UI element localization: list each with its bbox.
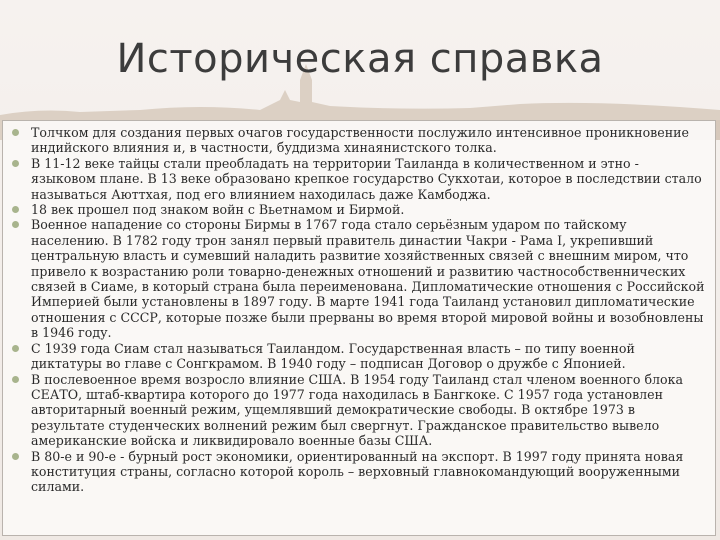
list-item [11,202,707,217]
list-item-text: В 80-е и 90-е - бурный рост экономики, ориентированный на экспорт. В 1997 году принята новая конституция страны, согласно которой король – верховный главнокомандующий вооруженными силами. [31,448,684,495]
bullet-list [11,125,707,495]
round-bullet-icon [12,345,19,352]
list-item [11,449,707,495]
list-item-text: В 11-12 веке тайцы стали преобладать на территории Таиланда в количественном и этно - языковом плане. В 13 веке образовано крепкое государство Сукхотаи, которое в последствии стало называться Аюттхая, под его влиянием находилась даже Камбоджа. [31,155,702,202]
list-item [11,341,707,372]
list-item-text: 18 век прошел под знаком войн с Вьетнамом и Бирмой. [31,202,405,218]
round-bullet-icon [12,376,19,383]
list-item [11,125,707,156]
round-bullet-icon [12,221,19,228]
list-item [11,156,707,202]
round-bullet-icon [12,453,19,460]
list-item-text: С 1939 года Сиам стал называться Таиландом. Государственная власть – по типу военной диктатуры во главе с Сонгкрамом. В 1940 году – подписан Договор о дружбе с Японией. [31,340,635,372]
list-item-text: Толчком для создания первых очагов государственности послужило интенсивное проникновение индийского влияния и, в частности, буддизма хинаянистского толка. [31,125,689,156]
round-bullet-icon [12,129,19,136]
list-item-text: В послевоенное время возросло влияние США. В 1954 году Таиланд стал членом военного блока СЕАТО, штаб-квартира которого до 1977 года находилась в Бангкоке. С 1957 года установлен авторитарный военный режим, ущемлявший демократические свободы. В октябре 1973 в результате студенческих волнений режим был свергнут. Гражданское правительство вывело американские войска и ликвидировало военные базы США. [31,371,684,449]
content-box [2,120,716,536]
list-item [11,217,707,340]
round-bullet-icon [12,206,19,213]
round-bullet-icon [12,160,19,167]
list-item-text: Военное нападение со стороны Бирмы в 1767 года стало серьёзным ударом по тайскому населению. В 1782 году трон занял первый правитель династии Чакри - Рама I, укрепивший центральную власть и сумевший наладить развитие хозяйственных связей с внешним миром, что привело к возрастанию роли товарно-денежных отношений и развитию частнособственнических связей в Сиаме, в который страна была переименована. Дипломатические отношения с Российской Империей были установлены в 1897 году. В марте 1941 года Таиланд установил дипломатические отношения с СССР, которые позже были прерваны во время второй мировой войны и возобновлены в 1946 году. [31,217,705,341]
list-item [11,372,707,449]
page-title: Историческая справка [116,36,604,82]
